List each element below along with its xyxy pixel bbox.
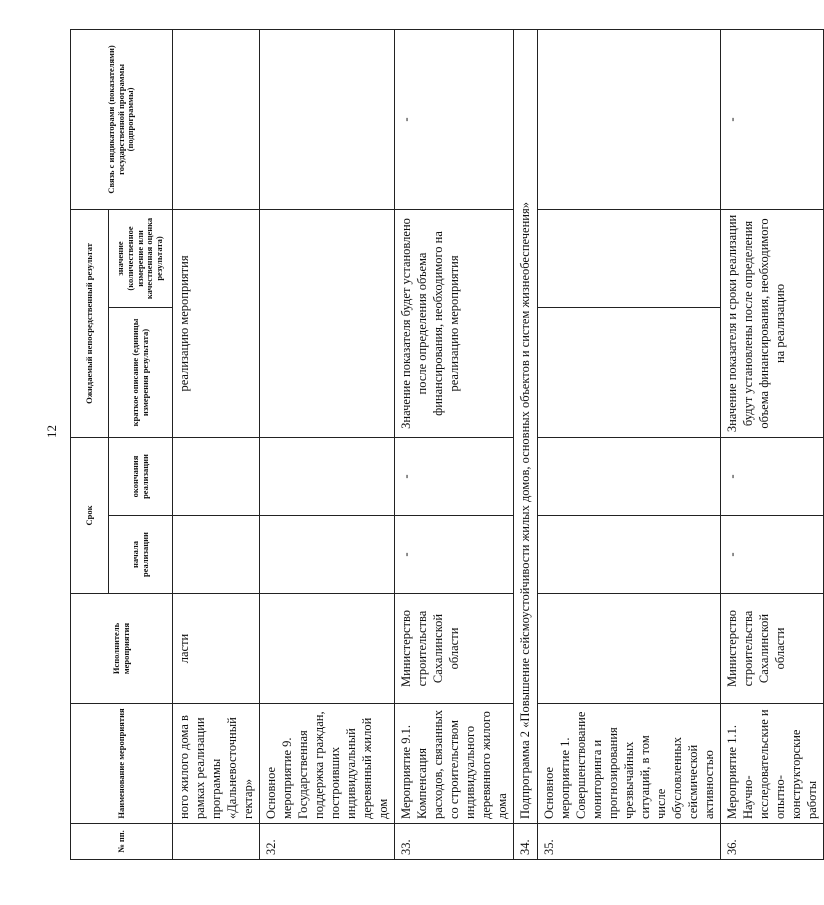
row-link — [173, 29, 260, 209]
header-term: Срок — [71, 437, 109, 593]
row-start — [260, 516, 395, 594]
row-num: 35. — [538, 824, 721, 860]
table-row — [395, 29, 514, 859]
row-end — [173, 437, 260, 515]
row-executor — [538, 594, 721, 704]
row-name: Мероприятие 9.1. Компенсация расходов, связанных со строительством индивидуального деревянного жилого дома — [395, 704, 514, 824]
table-row — [173, 29, 260, 859]
row-executor: Министерство строительства Сахалинской области — [395, 594, 514, 704]
header-executor: Исполнитель мероприятия — [71, 594, 173, 704]
row-num — [173, 824, 260, 860]
header-link: Связь с индикаторами (показателями) государственной программы (подпрограммы) — [71, 29, 173, 209]
row-link: - — [395, 29, 514, 209]
row-start: - — [721, 516, 824, 594]
row-num: 34. — [514, 824, 538, 860]
row-start — [538, 516, 721, 594]
row-start — [173, 516, 260, 594]
row-link — [260, 29, 395, 209]
row-executor: Министерство строительства Сахалинской области — [721, 594, 824, 704]
header-term-start: начала реализации — [109, 516, 173, 594]
row-executor: ласти — [173, 594, 260, 704]
row-result: реализацию мероприятия — [173, 209, 260, 437]
program-table — [70, 29, 824, 860]
row-end: - — [395, 437, 514, 515]
row-result: Значение показателя и сроки реализации будут установлены после определения объема финансирования, необходимого на реализацию — [721, 209, 824, 437]
subprogram-row — [514, 29, 538, 859]
row-end — [538, 437, 721, 515]
row-start: - — [395, 516, 514, 594]
row-result: Значение показателя будет установлено после определения объема финансирования, необходимого на реализацию мероприятия — [395, 209, 514, 437]
subprogram-title: Подпрограмма 2 «Повышение сейсмоустойчивости жилых домов, основных объектов и систем жизнеобеспечения» — [514, 29, 538, 823]
row-name: Основное мероприятие 1. Совершенствование мониторинга и прогнозирования чрезвычайных ситуаций, в том числе обусловленных сейсмической активностью — [538, 704, 721, 824]
table-row — [538, 29, 721, 859]
row-num: 33. — [395, 824, 514, 860]
row-link — [538, 29, 721, 209]
table-row — [721, 29, 824, 859]
row-link: - — [721, 29, 824, 209]
header-row-1 — [71, 29, 109, 859]
header-name: Наименование мероприятия — [71, 704, 173, 824]
row-name: ного жилого дома в рамках реализации программы «Дальневосточный гектар» — [173, 704, 260, 824]
row-name: Основное мероприятие 9. Государственная поддержка граждан, построивших индивидуальный деревянный жилой дом — [260, 704, 395, 824]
row-num: 36. — [721, 824, 824, 860]
header-term-end: окончания реализации — [109, 437, 173, 515]
row-result — [260, 209, 395, 437]
row-result-value — [538, 209, 721, 307]
table-row — [260, 29, 395, 859]
row-end: - — [721, 437, 824, 515]
page-number: 12 — [44, 425, 59, 438]
row-end — [260, 437, 395, 515]
document-sheet — [70, 30, 819, 860]
row-result-short — [538, 307, 721, 437]
row-executor — [260, 594, 395, 704]
row-num: 32. — [260, 824, 395, 860]
header-result: Ожидаемый непосредственный результат — [71, 209, 109, 437]
header-num: № пп. — [71, 824, 173, 860]
header-result-value: значение (количественное измерение или качественная оценка результата) — [109, 209, 173, 307]
row-name: Мероприятие 1.1. Научно-исследовательские и опытно-конструкторские работы — [721, 704, 824, 824]
header-result-short: краткое описание (единицы измерения результата) — [109, 307, 173, 437]
